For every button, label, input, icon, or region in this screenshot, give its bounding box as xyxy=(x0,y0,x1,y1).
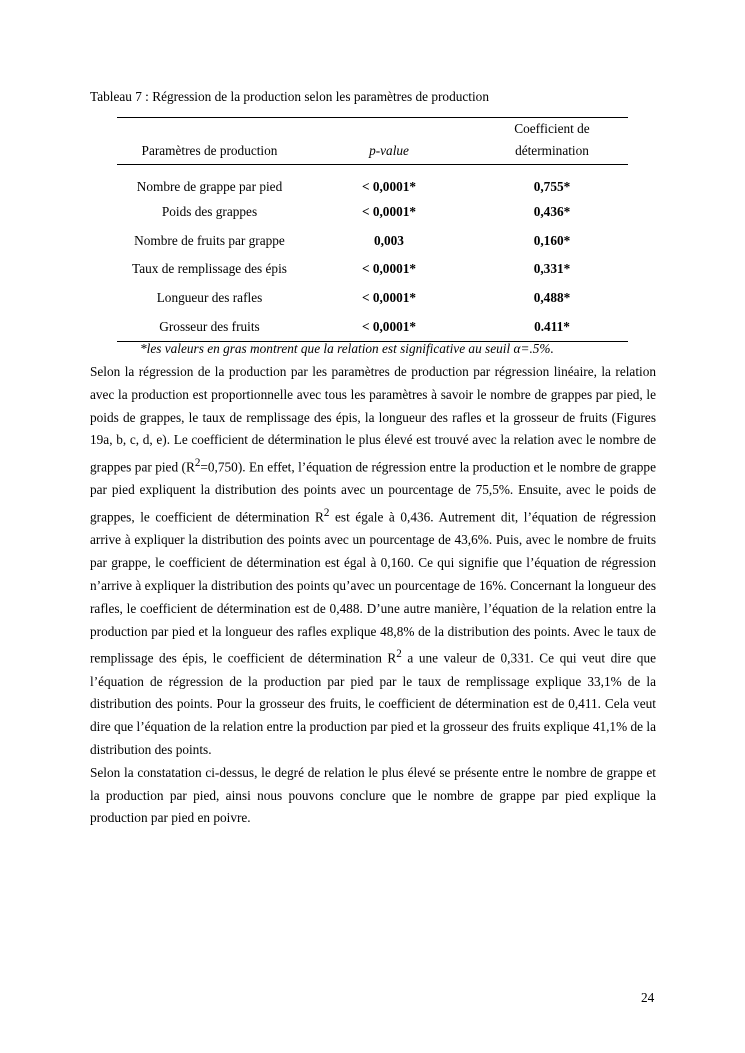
body-text xyxy=(90,361,656,830)
row-param: Nombre de grappe par pied xyxy=(136,178,283,194)
row-pvalue: < 0,0001* xyxy=(361,318,417,334)
row-param: Nombre de fruits par grappe xyxy=(134,232,285,248)
header-coefficient xyxy=(476,118,628,165)
table-row xyxy=(117,165,628,199)
table-row xyxy=(117,312,628,341)
table-row xyxy=(117,284,628,313)
paragraph-1-part-2: =0,750). En effet, l’équation de régression entre la production et le nombre de grappe par pied expliquent la distribution des points avec un pourcentage de 75,5%. Ensuite, avec le poids de grappes, le coefficient de détermination R xyxy=(90,459,656,525)
row-param: Grosseur des fruits xyxy=(159,318,260,334)
table-caption: Tableau 7 : Régression de la production selon les paramètres de production xyxy=(90,89,489,104)
paragraph-1-part-3: est égale à 0,436. Autrement dit, l’équation de régression arrive à expliquer la distribution des points avec un pourcentage de 43,6%. Puis, avec le nombre de fruits par grappe, le coefficient de détermination est égal à 0,160. Ce qui signifie que l’équation de régression n’arrive à expliquer la distribution des points qu’avec un pourcentage de 16%. Concernant la longueur des rafles, le coefficient de détermination est de 0,488. D’une autre manière, l’équation de la relation entre la production par pied et la longueur des rafles explique 48,8% de la distribution des points. Avec le taux de remplissage des épis, le coefficient de détermination R xyxy=(90,509,656,666)
row-param: Longueur des rafles xyxy=(156,290,263,306)
header-coefficient-line2: détermination xyxy=(515,143,589,158)
page-number: 24 xyxy=(641,990,655,1005)
paragraph-1-part-4: a une valeur de 0,331. Ce qui veut dire que l’équation de régression de la production par pied par le taux de remplissage explique 33,1% de la distribution des points. Pour la grosseur des fruits, le coefficient de détermination est de 0,411. Cela veut dire que l’équation de la relation entre la production par pied et la grosseur des fruits explique 41,1% de la distribution des points. xyxy=(90,650,656,758)
header-p-value: p-value xyxy=(369,143,409,158)
superscript: 2 xyxy=(396,648,402,661)
superscript: 2 xyxy=(194,457,201,470)
row-pvalue: < 0,0001* xyxy=(361,178,417,194)
row-coef: 0,488* xyxy=(533,290,571,306)
row-pvalue: 0,003 xyxy=(374,232,404,248)
row-coef: 0,436* xyxy=(533,204,571,220)
superscript: 2 xyxy=(323,507,330,520)
row-pvalue: < 0,0001* xyxy=(361,204,417,220)
row-coef: 0,331* xyxy=(533,261,571,277)
row-coef: 0,755* xyxy=(533,178,571,194)
header-parametres: Paramètres de production xyxy=(141,143,278,158)
paragraph-2: Selon la constatation ci-dessus, le degré de relation le plus élevé se présente entre le nombre de grappe et la production par pied, ainsi nous pouvons conclure que le nombre de grappe par pied explique la production par pied en poivre. xyxy=(90,764,656,826)
table-row xyxy=(117,198,628,227)
table-row xyxy=(117,227,628,256)
table-footnote: *les valeurs en gras montrent que la relation est significative au seuil α=.5%. xyxy=(140,341,554,356)
row-param: Poids des grappes xyxy=(161,204,258,220)
regression-table xyxy=(117,117,628,342)
row-pvalue: < 0,0001* xyxy=(361,261,417,277)
paragraph-1-part-1: Selon la régression de la production par les paramètres de production par régression linéaire, la relation avec la production est proportionnelle avec tous les paramètres à savoir le nombre de grappes par pied, le poids de grappes, le taux de remplissage des épis, la longueur des rafles et la grosseur de fruits (Figures 19a, b, c, d, e). Le coefficient de détermination le plus élevé est trouvé avec la relation avec le nombre de grappes par pied (R xyxy=(90,364,656,475)
paragraph-1 xyxy=(90,361,656,762)
row-pvalue: < 0,0001* xyxy=(361,290,417,306)
row-param: Taux de remplissage des épis xyxy=(132,261,287,277)
table-row xyxy=(117,255,628,284)
table-header-row xyxy=(117,118,628,165)
row-coef: 0,160* xyxy=(533,232,571,248)
row-coef: 0.411* xyxy=(534,318,570,334)
header-coefficient-line1: Coefficient de xyxy=(514,121,590,136)
